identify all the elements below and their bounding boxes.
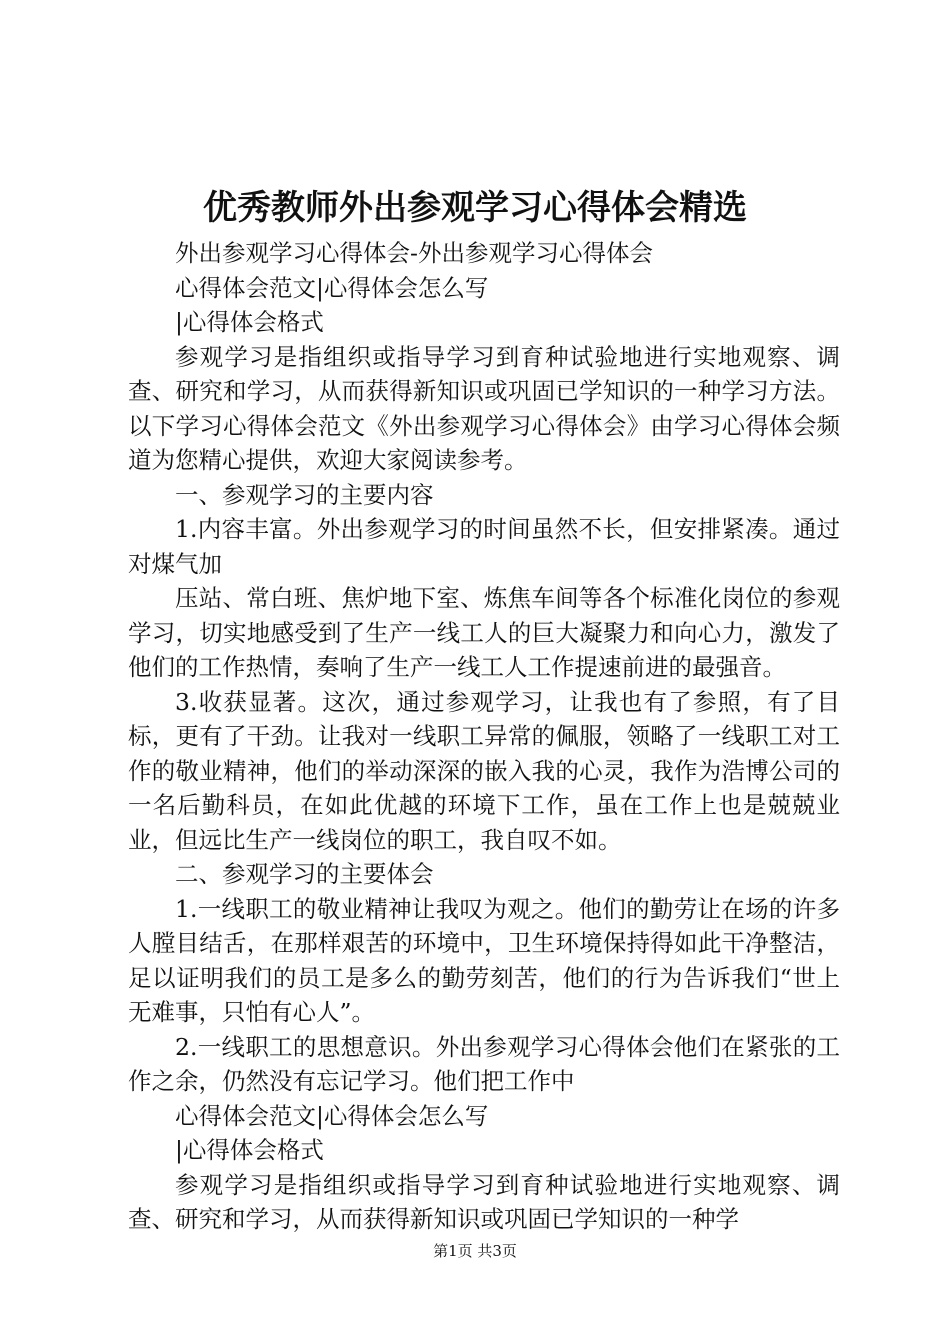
paragraph-10: 1.一线职工的敬业精神让我叹为观之。他们的勤劳让在场的许多人膛目结舌，在那样艰苦的环境中，卫生环境保持得如此干净整洁，足以证明我们的员工是多么的勤劳刻苦，他们的行为告诉我们“世上无难事，只怕有心人”。 — [128, 894, 840, 1026]
section-heading-1: 一、参观学习的主要内容 — [175, 480, 434, 509]
document-title: 优秀教师外出参观学习心得体会精选 — [203, 188, 747, 228]
paragraph-8: 3.收获显著。这次，通过参观学习，让我也有了参照，有了目标，更有了干劲。让我对一线职工异常的佩服，领略了一线职工对工作的敬业精神，他们的举动深深的嵌入我的心灵，我作为浩博公司的一名后勤科员，在如此优越的环境下工作，虽在工作上也是兢兢业业，但远比生产一线岗位的职工，我自叹不如。 — [128, 687, 840, 854]
paragraph-6: 1.内容丰富。外出参观学习的时间虽然不长，但安排紧凑。通过对煤气加 — [128, 515, 840, 578]
paragraph-2: 心得体会范文|心得体会怎么写 — [175, 273, 489, 302]
paragraph-11: 2.一线职工的思想意识。外出参观学习心得体会他们在紧张的工作之余，仍然没有忘记学习。他们把工作中 — [128, 1032, 840, 1095]
document-body — [128, 236, 840, 1237]
paragraph-3: |心得体会格式 — [175, 308, 324, 336]
section-heading-2: 二、参观学习的主要体会 — [175, 860, 434, 888]
paragraph-14: 参观学习是指组织或指导学习到育种试验地进行实地观察、调查、研究和学习，从而获得新知识或巩固已学知识的一种学 — [128, 1170, 840, 1233]
page-footer: 第1页 共3页 — [433, 1242, 517, 1260]
paragraph-7: 压站、常白班、焦炉地下室、炼焦车间等各个标准化岗位的参观学习，切实地感受到了生产一线工人的巨大凝聚力和向心力，激发了他们的工作热情，奏响了生产一线工人工作提速前进的最强音。 — [128, 584, 840, 681]
paragraph-1: 外出参观学习心得体会-外出参观学习心得体会 — [175, 239, 653, 267]
paragraph-4: 参观学习是指组织或指导学习到育种试验地进行实地观察、调查、研究和学习，从而获得新知识或巩固已学知识的一种学习方法。以下学习心得体会范文《外出参观学习心得体会》由学习心得体会频道为您精心提供，欢迎大家阅读参考。 — [128, 342, 840, 474]
paragraph-13: |心得体会格式 — [175, 1136, 324, 1164]
paragraph-12: 心得体会范文|心得体会怎么写 — [175, 1101, 489, 1130]
